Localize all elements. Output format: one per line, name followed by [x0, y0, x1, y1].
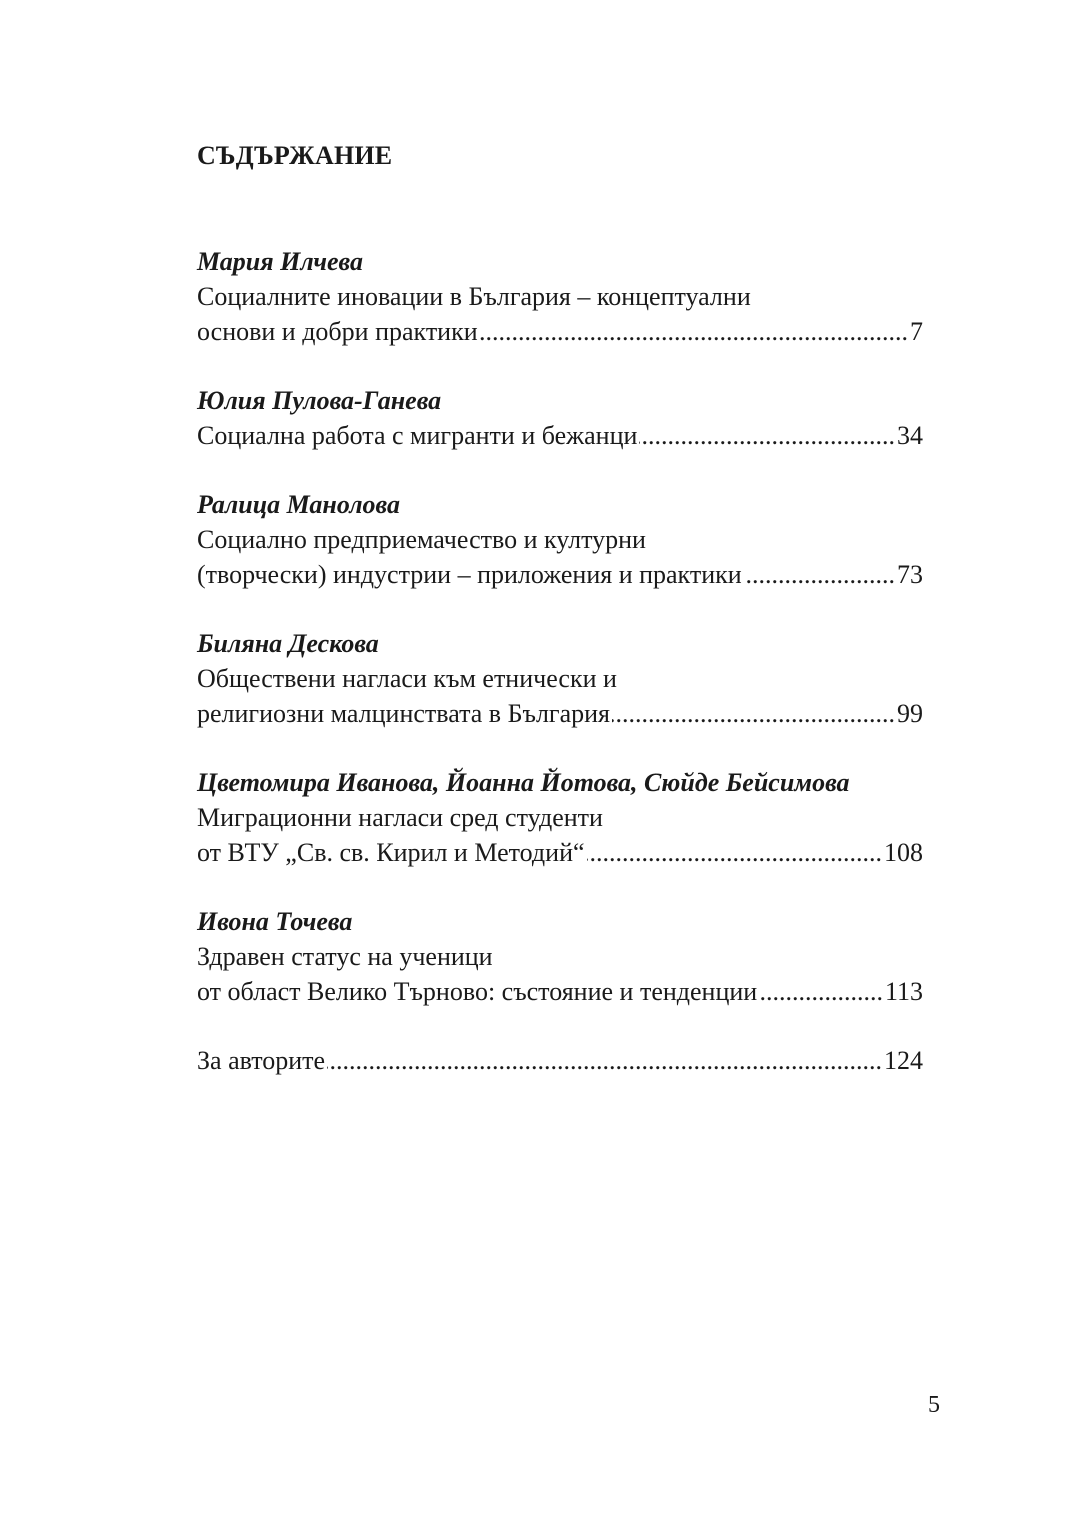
- entry-title-last-line[interactable]: [197, 835, 923, 870]
- entry-author: Ивона Точева: [197, 907, 353, 936]
- entry-title-line: Социално предприемачество и културни: [197, 525, 646, 554]
- entry-page-number: 108: [884, 838, 923, 867]
- entry-title-last-line[interactable]: [197, 314, 923, 349]
- entry-title-text: от област Велико Търново: състояние и тенденции: [197, 977, 758, 1006]
- about-authors-line[interactable]: [197, 1043, 923, 1078]
- about-authors-page-number: 124: [884, 1046, 923, 1075]
- entry-title-line: Миграционни нагласи сред студенти: [197, 803, 603, 832]
- dot-leader: [587, 835, 882, 870]
- dot-leader: [759, 974, 883, 1009]
- toc-entry-4: [197, 626, 923, 731]
- entry-title-line: Обществени нагласи към етнически и: [197, 664, 617, 693]
- entry-title-last-line[interactable]: [197, 696, 923, 731]
- table-of-contents: [197, 244, 923, 1112]
- entry-title-line: Социалните иновации в България – концептуални: [197, 282, 751, 311]
- entry-author: Юлия Пулова-Ганева: [197, 386, 442, 415]
- entry-title-text: основи и добри практики: [197, 317, 478, 346]
- dot-leader: [612, 696, 895, 731]
- page-title: СЪДЪРЖАНИЕ: [197, 141, 393, 170]
- about-authors-label: За авторите: [197, 1046, 326, 1075]
- toc-entry-3: [197, 487, 923, 592]
- dot-leader: [639, 418, 895, 453]
- entry-page-number: 113: [884, 977, 923, 1006]
- dot-leader: [480, 314, 908, 349]
- entry-title-text: от ВТУ „Св. св. Кирил и Методий“: [197, 838, 585, 867]
- entry-author: Цветомира Иванова, Йоанна Йотова, Сюйде Бейсимова: [197, 768, 850, 797]
- toc-entry-5: [197, 765, 923, 870]
- entry-title-text: (творчески) индустрии – приложения и практики: [197, 560, 742, 589]
- toc-entry-about-authors: [197, 1043, 923, 1078]
- entry-title-text: религиозни малцинствата в България: [197, 699, 610, 728]
- entry-author: Биляна Дескова: [197, 629, 379, 658]
- entry-author: Ралица Манолова: [197, 490, 400, 519]
- entry-title-text: Социална работа с мигранти и бежанци: [197, 421, 638, 450]
- entry-page-number: 34: [897, 421, 923, 450]
- dot-leader: [327, 1043, 882, 1078]
- dot-leader: [744, 557, 895, 592]
- entry-title-last-line[interactable]: [197, 974, 923, 1009]
- toc-entry-1: [197, 244, 923, 349]
- toc-entry-2: [197, 383, 923, 453]
- entry-page-number: 99: [897, 699, 923, 728]
- toc-entry-6: [197, 904, 923, 1009]
- entry-title-last-line[interactable]: [197, 418, 923, 453]
- entry-author: Мария Илчева: [197, 247, 363, 276]
- entry-page-number: 7: [910, 317, 923, 346]
- entry-title-last-line[interactable]: [197, 557, 923, 592]
- page-number: 5: [928, 1392, 940, 1418]
- entry-title-line: Здравен статус на ученици: [197, 942, 493, 971]
- entry-page-number: 73: [897, 560, 923, 589]
